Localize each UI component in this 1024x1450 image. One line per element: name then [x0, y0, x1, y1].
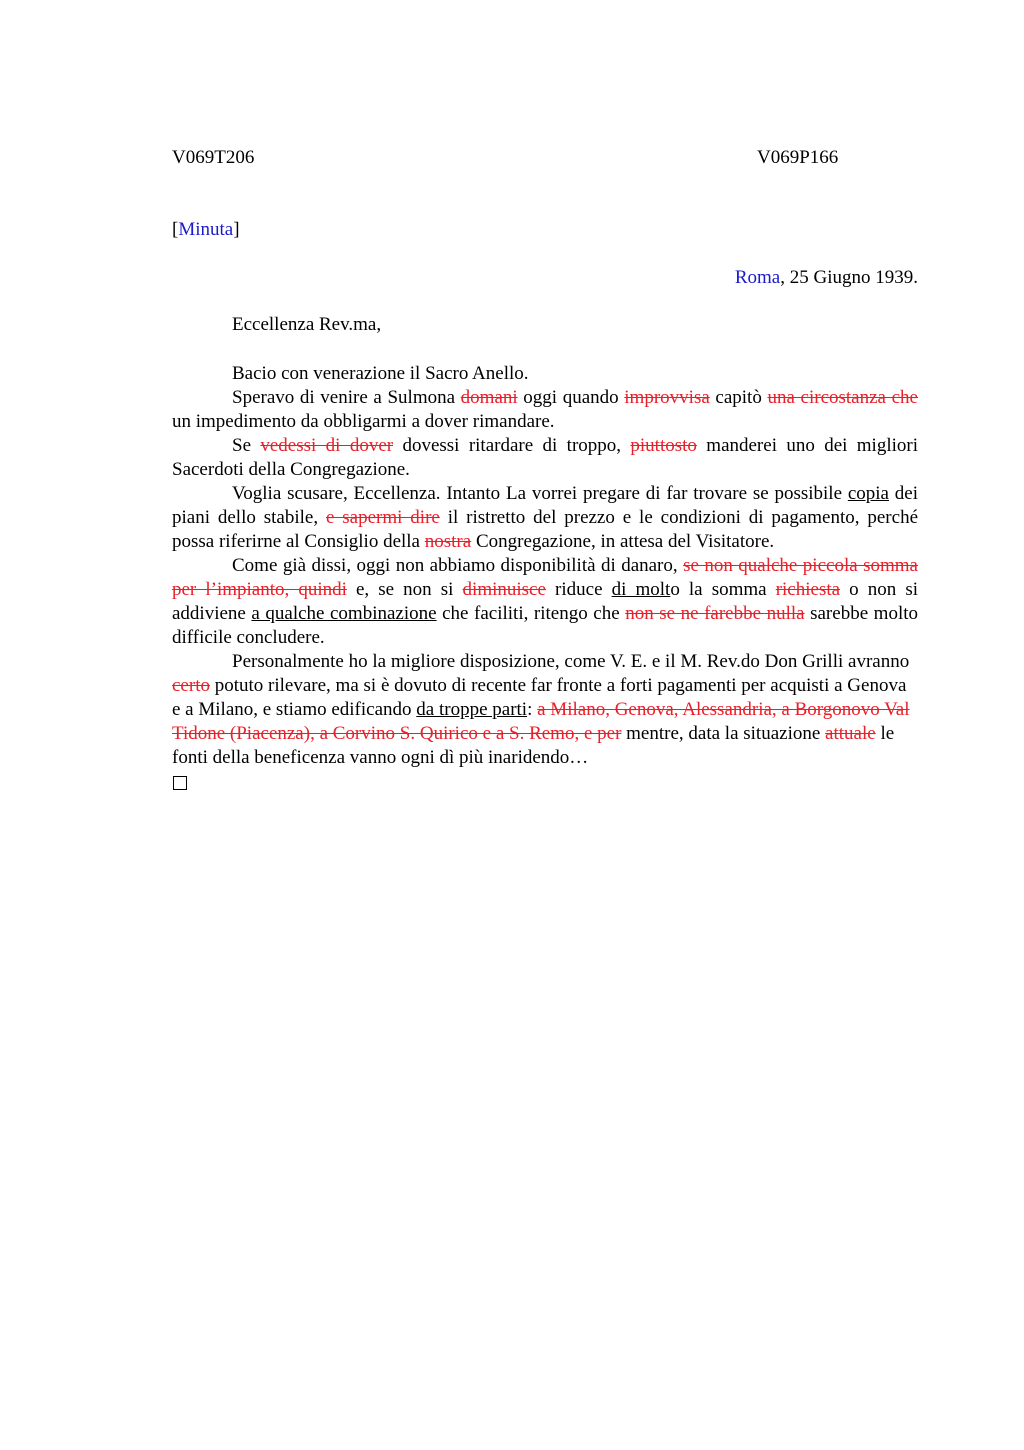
deleted-text: nostra — [424, 531, 472, 552]
minuta-close-bracket: ] — [233, 219, 240, 240]
text-run: e, se non si — [346, 579, 463, 600]
text-run: sarebbe molto difficile concludere. — [172, 603, 919, 648]
paragraph-2 — [172, 386, 918, 434]
paragraph-3 — [172, 434, 918, 482]
deleted-text: improvvisa — [624, 387, 710, 408]
text-run: Voglia scusare, Eccellenza. Intanto La vorrei pregare di far trovare se possibile — [232, 483, 848, 504]
deleted-text: a Milano, Genova, Alessandria, a Borgonovo Val Tidone (Piacenza), a Corvino S. Quirico e a S. Remo, e per — [172, 699, 910, 744]
deleted-text: vedessi di dover — [260, 435, 394, 456]
paragraph-6 — [172, 650, 918, 770]
minuta-open-bracket: [ — [172, 219, 179, 240]
text-run: il ristretto del prezzo e le condizioni di pagamento, perché possa riferirne al Consiglio della — [172, 507, 919, 552]
underlined-text: da troppe parti — [416, 699, 528, 720]
deleted-text: se non qualche piccola somma per l’impianto, quindi — [172, 555, 918, 600]
deleted-text: certo — [172, 675, 210, 696]
text-run: capitò — [709, 387, 768, 408]
text-run: un impedimento da obbligarmi a dover rimandare. — [172, 411, 555, 432]
underlined-text: copia — [847, 483, 889, 504]
deleted-text: non se ne farebbe nulla — [625, 603, 805, 624]
text-run: dei piani dello stabile, — [172, 483, 919, 528]
paragraph-4 — [172, 482, 918, 554]
text-run: manderei uno dei migliori Sacerdoti della Congregazione. — [172, 435, 919, 480]
deleted-text: domani — [460, 387, 518, 408]
underlined-text: a qualche combinazione — [251, 603, 437, 624]
deleted-text: diminuisce — [462, 579, 546, 600]
text-run: Bacio con venerazione il Sacro Anello. — [232, 363, 529, 384]
text-run: oggi quando — [517, 387, 625, 408]
text-run: le fonti della beneficenza vanno ogni dì più inaridendo… — [172, 723, 895, 768]
deleted-text: e sapermi dire — [325, 507, 440, 528]
text-run: mentre, data la situazione — [621, 723, 826, 744]
text-run: : — [527, 699, 538, 720]
text-run: potuto rilevare, ma si è dovuto di recente far fronte a forti pagamenti per acquisti a Genova e a Milano, e stiamo edificando — [172, 675, 907, 720]
deleted-text: una circostanza che — [767, 387, 918, 408]
minuta-label — [172, 219, 240, 241]
text-run: Congregazione, in attesa del Visitatore. — [471, 531, 775, 552]
text-run: Come già dissi, oggi non abbiamo disponibilità di danaro, — [232, 555, 684, 576]
deleted-text: piuttosto — [630, 435, 697, 456]
end-of-text-box-icon — [173, 776, 187, 790]
salutation: Eccellenza Rev.ma, — [232, 314, 382, 335]
date-line — [735, 267, 918, 289]
paragraph-1 — [172, 362, 918, 386]
letter-body — [172, 362, 918, 790]
text-run: Se — [232, 435, 261, 456]
place-name: Roma — [734, 267, 781, 288]
text-run: o non si addiviene — [172, 579, 918, 624]
text-run: dovessi ritardare di troppo, — [393, 435, 631, 456]
text-run: Personalmente ho la migliore disposizione, come V. E. e il M. Rev.do Don Grilli avranno — [232, 651, 910, 672]
text-run: che faciliti, ritengo che — [436, 603, 626, 624]
minuta-text: Minuta — [178, 219, 234, 240]
text-run: Speravo di venire a Sulmona — [232, 387, 461, 408]
document-code-right: V069P166 — [757, 147, 839, 168]
document-code-left: V069T206 — [172, 147, 255, 168]
paragraph-5 — [172, 554, 918, 650]
text-run: o la somma — [670, 579, 776, 600]
date-text: , 25 Giugno 1939. — [780, 267, 918, 288]
deleted-text: richiesta — [775, 579, 841, 600]
underlined-text: di molt — [611, 579, 671, 600]
deleted-text: attuale — [825, 723, 876, 744]
text-run: riduce — [545, 579, 612, 600]
